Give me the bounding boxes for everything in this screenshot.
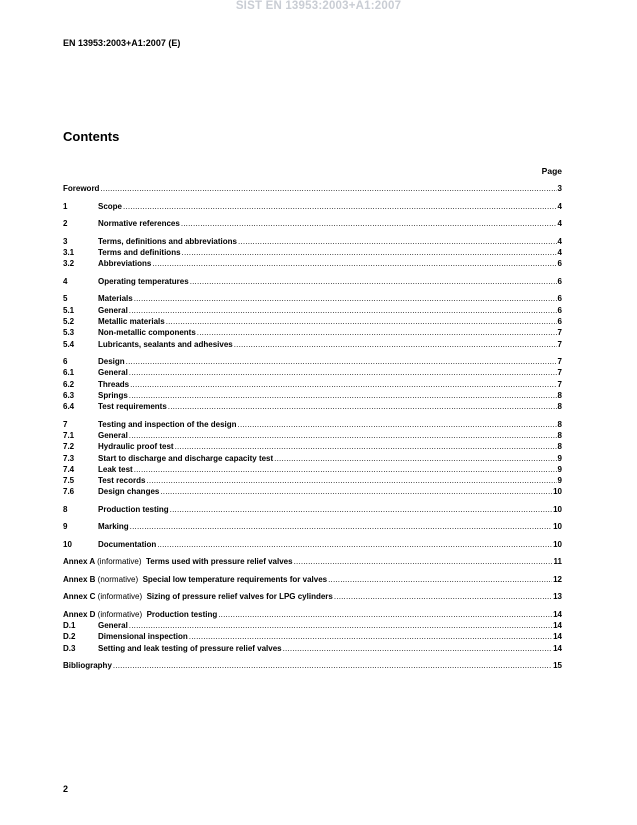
leader-dots [181, 219, 557, 229]
toc-number: 6.1 [63, 368, 75, 378]
annex-kind: (informative) [97, 609, 143, 619]
toc-number: 3.2 [63, 259, 75, 269]
annex-prefix: Annex A [63, 557, 98, 567]
toc-number: 5.4 [63, 339, 75, 349]
leader-dots [182, 248, 557, 258]
toc-page: 9 [557, 464, 562, 474]
toc-title: Operating temperatures [98, 276, 189, 286]
toc-page: 9 [557, 476, 562, 486]
toc-entry-7-5[interactable] [63, 475, 562, 486]
toc-number: 7.6 [63, 487, 75, 497]
toc-title: Hydraulic proof test [98, 442, 174, 452]
toc-number: D.3 [63, 643, 76, 653]
leader-dots [152, 259, 556, 269]
toc-number: 5.3 [63, 328, 75, 338]
toc-title: Abbreviations [98, 259, 152, 269]
leader-dots [129, 391, 557, 401]
toc-number: 4 [63, 276, 68, 286]
toc-title: Start to discharge and discharge capacity test [98, 453, 274, 463]
toc-page: 6 [557, 316, 562, 326]
toc-title: Marking [98, 522, 129, 532]
toc-entry-7-1[interactable] [63, 430, 562, 441]
toc-page: 14 [553, 632, 562, 642]
toc-number: 7 [63, 419, 68, 429]
toc-page: 7 [557, 379, 562, 389]
toc-page: 10 [553, 522, 562, 532]
leader-dots [334, 592, 552, 602]
toc-page: 4 [557, 236, 562, 246]
toc-title: Production testing [98, 504, 169, 514]
leader-dots [126, 357, 557, 367]
leader-dots [166, 317, 557, 327]
toc-page: 10 [553, 504, 562, 514]
toc-number: 7.3 [63, 453, 75, 463]
annex-prefix: Annex D [63, 609, 98, 619]
toc-title: Foreword [63, 184, 100, 194]
leader-dots [218, 610, 552, 620]
toc-entry-5-3[interactable] [63, 327, 562, 338]
leader-dots [197, 328, 557, 338]
toc-entry-1[interactable] [63, 200, 562, 211]
leader-dots [130, 522, 552, 532]
toc-page: 8 [557, 390, 562, 400]
toc-number: 5 [63, 294, 68, 304]
toc-title: Non-metallic components [98, 328, 196, 338]
toc-page: 6 [557, 259, 562, 269]
toc-entry-5[interactable] [63, 293, 562, 304]
leader-dots [129, 368, 557, 378]
toc-page: 7 [557, 328, 562, 338]
toc-page: 9 [557, 453, 562, 463]
toc-entry-5-4[interactable] [63, 338, 562, 349]
toc-page: 11 [553, 557, 562, 567]
toc-title: Design changes [98, 487, 160, 497]
leader-dots [123, 202, 557, 212]
leader-dots [294, 557, 553, 567]
toc-title: Documentation [98, 539, 157, 549]
toc-page: 6 [557, 276, 562, 286]
toc-entry-6-3[interactable] [63, 390, 562, 401]
toc-entry-d-1[interactable] [63, 620, 562, 631]
page-number: 2 [63, 784, 69, 794]
toc-entry-annex-a[interactable] [63, 556, 562, 567]
toc-title: General [98, 430, 128, 440]
annex-title: Terms used with pressure relief valves [141, 557, 293, 567]
leader-dots [130, 380, 556, 390]
toc-number: 7.1 [63, 430, 75, 440]
toc-number: 5.1 [63, 305, 75, 315]
toc-entry-7-3[interactable] [63, 452, 562, 463]
document-id: EN 13953:2003+A1:2007 (E) [63, 38, 181, 48]
toc-page: 14 [553, 621, 562, 631]
leader-dots [157, 540, 552, 550]
toc-title: Materials [98, 294, 133, 304]
toc-number: 5.2 [63, 316, 75, 326]
toc-number: 3.1 [63, 248, 75, 258]
toc-entry-foreword[interactable] [63, 183, 562, 194]
leader-dots [146, 476, 556, 486]
toc-entry-7-2[interactable] [63, 441, 562, 452]
toc-page: 8 [557, 442, 562, 452]
toc-entry-3-2[interactable] [63, 258, 562, 269]
toc-number: 6 [63, 356, 68, 366]
leader-dots [175, 442, 557, 452]
toc-title [63, 592, 333, 602]
leader-dots [234, 340, 557, 350]
toc-entry-5-2[interactable] [63, 316, 562, 327]
toc-page: 8 [557, 430, 562, 440]
toc-entry-6[interactable] [63, 356, 562, 367]
toc-entry-3-1[interactable] [63, 247, 562, 258]
toc-number: 7.2 [63, 442, 75, 452]
toc-page: 7 [557, 339, 562, 349]
toc-page: 14 [553, 643, 562, 653]
toc-title: Metallic materials [98, 316, 165, 326]
leader-dots [189, 632, 552, 642]
toc-entry-4[interactable] [63, 276, 562, 287]
table-of-contents [63, 183, 562, 671]
toc-number: 1 [63, 201, 68, 211]
toc-entry-6-4[interactable] [63, 401, 562, 412]
toc-title [63, 610, 217, 620]
toc-page: 8 [557, 402, 562, 412]
toc-page: 3 [557, 184, 562, 194]
toc-number: 8 [63, 504, 68, 514]
toc-number: 3 [63, 236, 68, 246]
annex-prefix: Annex B [63, 574, 98, 584]
toc-title: Terms and definitions [98, 248, 181, 258]
toc-page: 7 [557, 368, 562, 378]
toc-number: 6.4 [63, 402, 75, 412]
annex-title: Special low temperature requirements for valves [138, 574, 328, 584]
leader-dots [160, 487, 552, 497]
toc-page: 14 [553, 609, 562, 619]
annex-title: Production testing [142, 609, 218, 619]
toc-page: 10 [553, 539, 562, 549]
leader-dots [328, 575, 552, 585]
toc-number: D.2 [63, 632, 76, 642]
watermark: SIST EN 13953:2003+A1:2007 [235, 0, 402, 12]
toc-title: Testing and inspection of the design [98, 419, 237, 429]
toc-title: Bibliography [63, 661, 112, 671]
toc-page: 7 [557, 356, 562, 366]
toc-entry-10[interactable] [63, 539, 562, 550]
toc-title: General [98, 305, 128, 315]
toc-number: 2 [63, 219, 68, 229]
toc-title: Springs [98, 390, 128, 400]
leader-dots [129, 621, 552, 631]
toc-title: General [98, 368, 128, 378]
toc-page: 6 [557, 305, 562, 315]
annex-prefix: Annex C [63, 592, 98, 602]
toc-title: Lubricants, sealants and adhesives [98, 339, 233, 349]
toc-number: 7.5 [63, 476, 75, 486]
toc-page: 8 [557, 419, 562, 429]
toc-title: General [98, 621, 128, 631]
toc-page: 4 [557, 248, 562, 258]
leader-dots [113, 661, 552, 671]
toc-title: Design [98, 356, 125, 366]
annex-kind: (normative) [97, 574, 139, 584]
toc-title: Test records [98, 476, 146, 486]
toc-page: 6 [557, 294, 562, 304]
annex-kind: (informative) [97, 557, 142, 567]
page-column-label: Page [541, 166, 562, 176]
toc-title: Dimensional inspection [98, 632, 188, 642]
toc-entry-bibliography[interactable] [63, 660, 562, 671]
page-title: Contents [63, 129, 120, 144]
toc-entry-7-4[interactable] [63, 464, 562, 475]
annex-kind: (informative) [97, 592, 143, 602]
leader-dots [238, 237, 557, 247]
toc-entry-annex-b[interactable] [63, 574, 562, 585]
leader-dots [190, 277, 557, 287]
toc-title [63, 575, 327, 585]
toc-number: 7.4 [63, 464, 75, 474]
toc-page: 4 [557, 219, 562, 229]
toc-title [63, 557, 293, 567]
toc-title: Scope [98, 201, 123, 211]
toc-title: Setting and leak testing of pressure relief valves [98, 643, 282, 653]
toc-number: D.1 [63, 621, 76, 631]
toc-entry-2[interactable] [63, 218, 562, 229]
toc-page: 10 [553, 487, 562, 497]
leader-dots [129, 431, 557, 441]
toc-title: Normative references [98, 219, 180, 229]
toc-entry-7-6[interactable] [63, 486, 562, 497]
toc-number: 6.3 [63, 390, 75, 400]
leader-dots [168, 402, 557, 412]
leader-dots [129, 306, 557, 316]
toc-entry-annex-c[interactable] [63, 591, 562, 602]
toc-title: Threads [98, 379, 130, 389]
toc-entry-8[interactable] [63, 504, 562, 515]
toc-entry-6-1[interactable] [63, 367, 562, 378]
toc-page: 4 [557, 201, 562, 211]
leader-dots [170, 505, 552, 515]
toc-title: Terms, definitions and abbreviations [98, 236, 237, 246]
toc-number: 6.2 [63, 379, 75, 389]
toc-entry-annex-d[interactable] [63, 609, 562, 620]
leader-dots [238, 420, 557, 430]
toc-number: 9 [63, 522, 68, 532]
toc-title: Test requirements [98, 402, 167, 412]
toc-entry-d-3[interactable] [63, 642, 562, 653]
toc-entry-3[interactable] [63, 235, 562, 246]
toc-title: Leak test [98, 464, 133, 474]
toc-entry-9[interactable] [63, 521, 562, 532]
toc-entry-7[interactable] [63, 418, 562, 429]
annex-title: Sizing of pressure relief valves for LPG cylinders [142, 592, 333, 602]
toc-entry-6-2[interactable] [63, 378, 562, 389]
toc-page: 12 [553, 574, 562, 584]
leader-dots [134, 465, 557, 475]
toc-entry-d-2[interactable] [63, 631, 562, 642]
leader-dots [283, 644, 552, 654]
toc-number: 10 [63, 539, 72, 549]
leader-dots [274, 454, 556, 464]
toc-page: 15 [553, 661, 562, 671]
leader-dots [134, 294, 557, 304]
toc-page: 13 [553, 592, 562, 602]
toc-entry-5-1[interactable] [63, 304, 562, 315]
leader-dots [100, 184, 556, 194]
